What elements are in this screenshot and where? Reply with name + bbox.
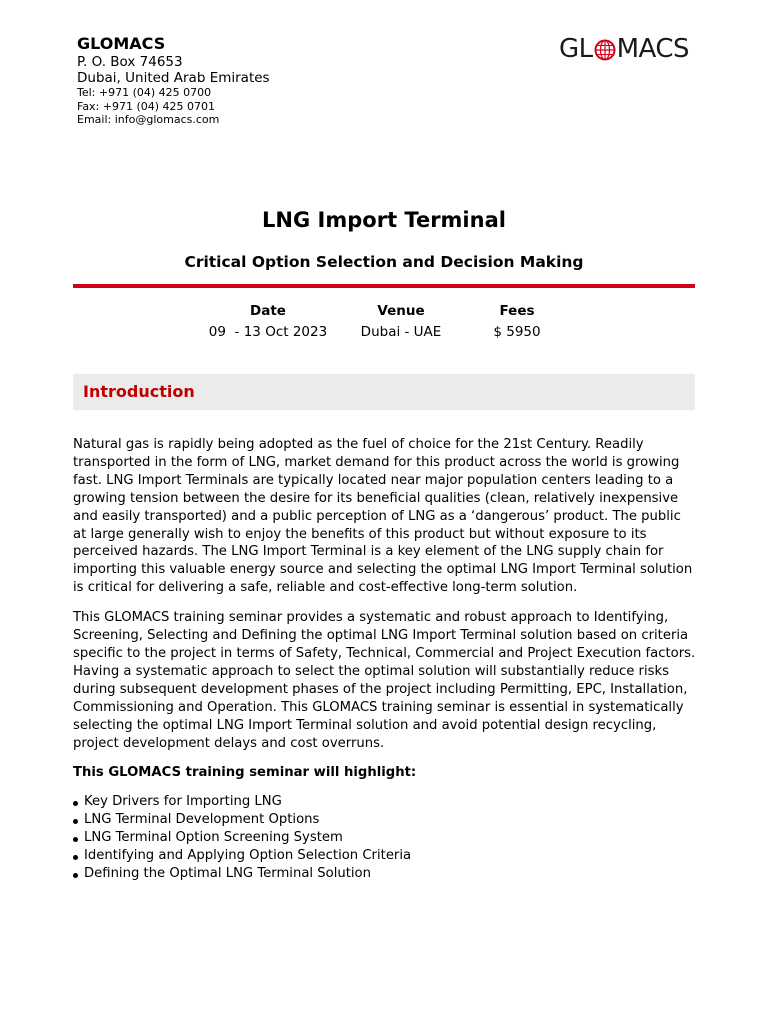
fax: Fax: +971 (04) 425 0701 (77, 99, 216, 113)
logo-text-left: GL (558, 34, 593, 64)
course-title-block (73, 205, 695, 272)
email: Email: info@glomacs.com (77, 113, 220, 126)
fees-header: Fees (499, 303, 535, 319)
introduction-paragraph-2: This GLOMACS training seminar provides a systematic and robust approach to Identifying, Screening, Selecting and Defining the optimal LNG Import Terminal solution based on criteria specific to the project in terms of Safety, Technical, Commercial and Project Execution factors. Having a systematic approach to select the optimal solution will substantially reduce risks during subsequent development phases of the project including Permitting, EPC, Installation, Commissioning and Operation. This GLOMACS training seminar is essential in systematically selecting the optimal LNG Import Terminal solution and avoid potential design recycling, project development delays and cost overruns. (73, 610, 696, 751)
company-name: GLOMACS (77, 34, 166, 53)
introduction-section-bar (73, 374, 695, 410)
telephone: Tel: +971 (04) 425 0700 (77, 86, 212, 99)
introduction-heading: Introduction (83, 382, 195, 401)
date-value: 09 - 13 Oct 2023 (208, 324, 328, 340)
glomacs-logo (559, 34, 689, 64)
highlights-list (73, 793, 698, 883)
list-item: LNG Terminal Option Screening System (73, 829, 698, 847)
venue-value: Dubai - UAE (360, 324, 442, 340)
list-item: Key Drivers for Importing LNG (73, 793, 698, 811)
course-title: LNG Import Terminal (262, 208, 506, 232)
course-subtitle: Critical Option Selection and Decision Making (184, 253, 584, 271)
red-divider (73, 284, 695, 288)
highlights-heading: This GLOMACS training seminar will highlight: (73, 765, 417, 781)
introduction-body (73, 436, 698, 883)
logo-text-right: MACS (616, 34, 689, 64)
letterhead (77, 34, 697, 134)
venue-column (346, 301, 456, 342)
fees-column (472, 301, 562, 342)
address-line-1: P. O. Box 74653 (77, 54, 183, 70)
introduction-paragraph-1: Natural gas is rapidly being adopted as the fuel of choice for the 21st Century. Readily transported in the form of LNG, market demand for this product across the world is growing fast. LNG Import Terminals are typically located near major population centers leading to a growing tension between the desire for its beneficial qualities (clean, relatively inexpensive and easily transported) and a public perception of LNG as a ‘dangerous’ product. The public at large generally wish to enjoy the benefits of this product but without exposure to its perceived hazards. The LNG Import Terminal is a key element of the LNG supply chain for importing this valuable energy source and selecting the optimal LNG Import Terminal solution is critical for delivering a safe, reliable and cost-effective long-term solution. (73, 437, 693, 596)
address-line-2: Dubai, United Arab Emirates (77, 70, 270, 86)
date-header: Date (250, 303, 286, 319)
list-item: Identifying and Applying Option Selection Criteria (73, 847, 698, 865)
list-item: Defining the Optimal LNG Terminal Solution (73, 865, 698, 883)
venue-header: Venue (377, 303, 425, 319)
globe-icon (594, 38, 616, 60)
list-item: LNG Terminal Development Options (73, 811, 698, 829)
fees-value: $ 5950 (493, 324, 541, 340)
date-column (198, 301, 338, 342)
